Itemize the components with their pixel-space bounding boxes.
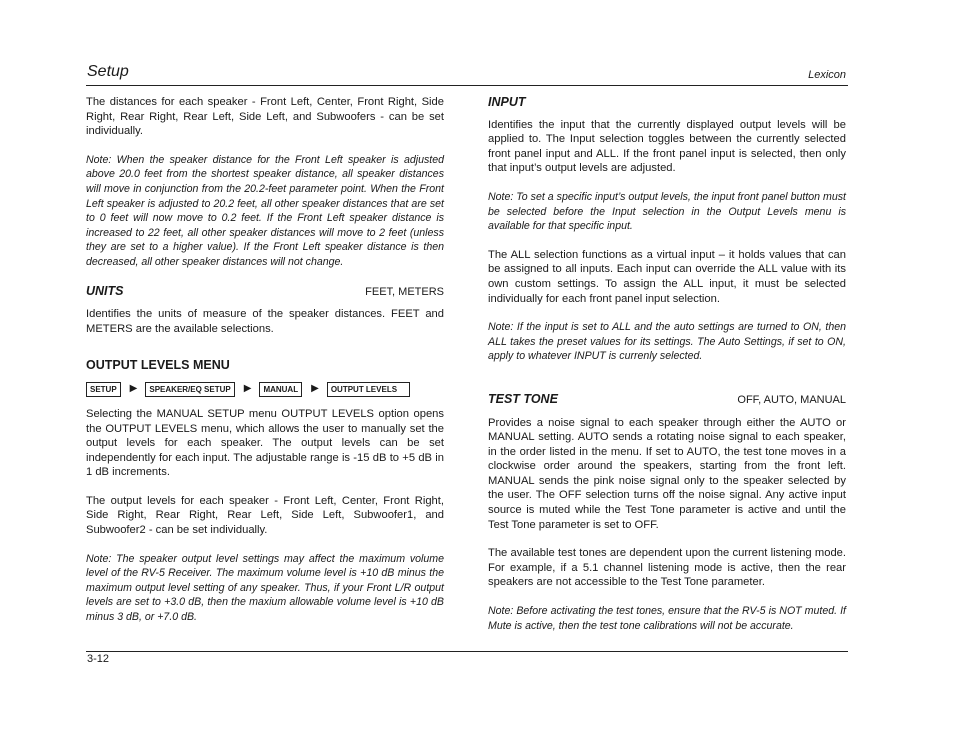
footer-divider: [86, 651, 848, 652]
output-levels-note: Note: The speaker output level settings may affect the maximum volume level of the RV-5 Receiver. The maximum volume level is +10 dB minus the maximum output level setting of any speaker. Thus, if your Front L/R output levels are set to +3.0 dB, then the maxium allowable volume level is +10 dB minus 3 dB, or +7.0 dB.: [86, 552, 444, 624]
test-tone-options: OFF, AUTO, MANUAL: [737, 393, 846, 406]
breadcrumb-speaker-eq-setup: SPEAKER/EQ SETUP: [145, 382, 234, 397]
output-levels-paragraph-1: Selecting the MANUAL SETUP menu OUTPUT LEVELS option opens the OUTPUT LEVELS menu, which allows the user to manually set the output levels for each speaker. The output levels can be set independently for each input. The adjustable range is -15 dB to +5 dB in 1 dB increments.: [86, 407, 444, 479]
breadcrumb-output-levels: OUTPUT LEVELS: [327, 382, 410, 397]
input-note-2: Note: If the input is set to ALL and the auto settings are turned to ON, then ALL takes the preset values for its settings. The Auto Settings, if set to ON, apply to whatever INPUT is currenly selected.: [488, 321, 846, 363]
input-paragraph-2: The ALL selection functions as a virtual input – it holds values that can be assigned to all inputs. Each input can override the ALL value with its own custom settings. To assign the ALL input, it must be selected individually for each front panel input selection.: [488, 248, 846, 305]
breadcrumb: [86, 382, 444, 397]
input-paragraph-1: Identifies the input that the currently displayed output levels will be applied to. The Input selection toggles between the currently selected front panel input and ALL. If the front panel input is selected, then only that input’s output levels are adjusted.: [488, 118, 846, 175]
arrow-right-icon: ▶: [311, 383, 319, 395]
left-column: [86, 95, 444, 639]
test-tone-paragraph-2: The available test tones are dependent upon the current listening mode. For example, if a 5.1 channel listening mode is active, then the rear speakers are not accessible to the Test Tone parameter.: [488, 547, 846, 589]
input-title: INPUT: [488, 95, 526, 109]
input-note-1: Note: To set a specific input’s output levels, the input front panel button must be selected before the Input selection in the Output Levels menu is available for that specific input.: [488, 190, 846, 233]
test-tone-note: Note: Before activating the test tones, ensure that the RV-5 is NOT muted. If Mute is active, then the test tone calibrations will not be accurate.: [488, 605, 846, 632]
units-description: Identifies the units of measure of the speaker distances. FEET and METERS are the available selections.: [86, 308, 444, 335]
units-title: UNITS: [86, 283, 124, 298]
arrow-right-icon: ▶: [129, 383, 138, 395]
output-levels-paragraph-2: The output levels for each speaker - Front Left, Center, Front Right, Side Right, Rear Right, Rear Left, Side Left, Subwoofer1, and Subwoofer2 - can be set individually.: [86, 494, 444, 537]
input-heading: [488, 95, 846, 110]
speaker-distance-paragraph: The distances for each speaker - Front Left, Center, Front Right, Side Right, Rear Right, Rear Left, Side Left, and Subwoofers - can be set individually.: [86, 96, 444, 138]
arrow-right-icon: ▶: [243, 383, 252, 395]
page-header-title: Setup: [87, 63, 129, 80]
breadcrumb-manual: MANUAL: [259, 382, 302, 397]
right-column: [488, 95, 846, 647]
output-levels-menu-title: OUTPUT LEVELS MENU: [86, 358, 230, 373]
page-header-brand: Lexicon: [808, 69, 846, 81]
breadcrumb-setup: SETUP: [86, 382, 121, 397]
test-tone-title: TEST TONE: [488, 391, 558, 406]
header-divider: [86, 85, 848, 86]
test-tone-heading: [488, 392, 846, 408]
speaker-distance-note: Note: When the speaker distance for the Front Left speaker is adjusted above 20.0 feet from the shortest speaker distance, all speaker distances will move in conjunction from the 20.2-feet parameter point. When the Front Left speaker is adjusted to 20.2 feet, all other speaker distances that are set to 0 feet will now move to 0.2 feet. If the Front Left speaker distance is increased to 22 feet, all other speaker distances will move to 2 feet (unless they are set to a higher value). If the Front Left speaker distance is then decreased, all other speaker distances will not change.: [86, 153, 444, 268]
test-tone-paragraph-1: Provides a noise signal to each speaker through either the AUTO or MANUAL setting. AUTO sends a rotating noise signal to each speaker, in the order listed in the menu. If set to AUTO, the test tone moves in a clockwise order around the speakers, starting from the front left. MANUAL sends the pink noise signal only to the speaker selected by the user. The OFF selection turns off the noise signal. Any active input source is muted while the Test Tone parameter is active and until the Test Tone parameter is set to OFF.: [488, 416, 846, 531]
units-heading: [86, 284, 444, 300]
page-number: 3-12: [87, 653, 110, 665]
units-options: FEET, METERS: [365, 285, 444, 298]
